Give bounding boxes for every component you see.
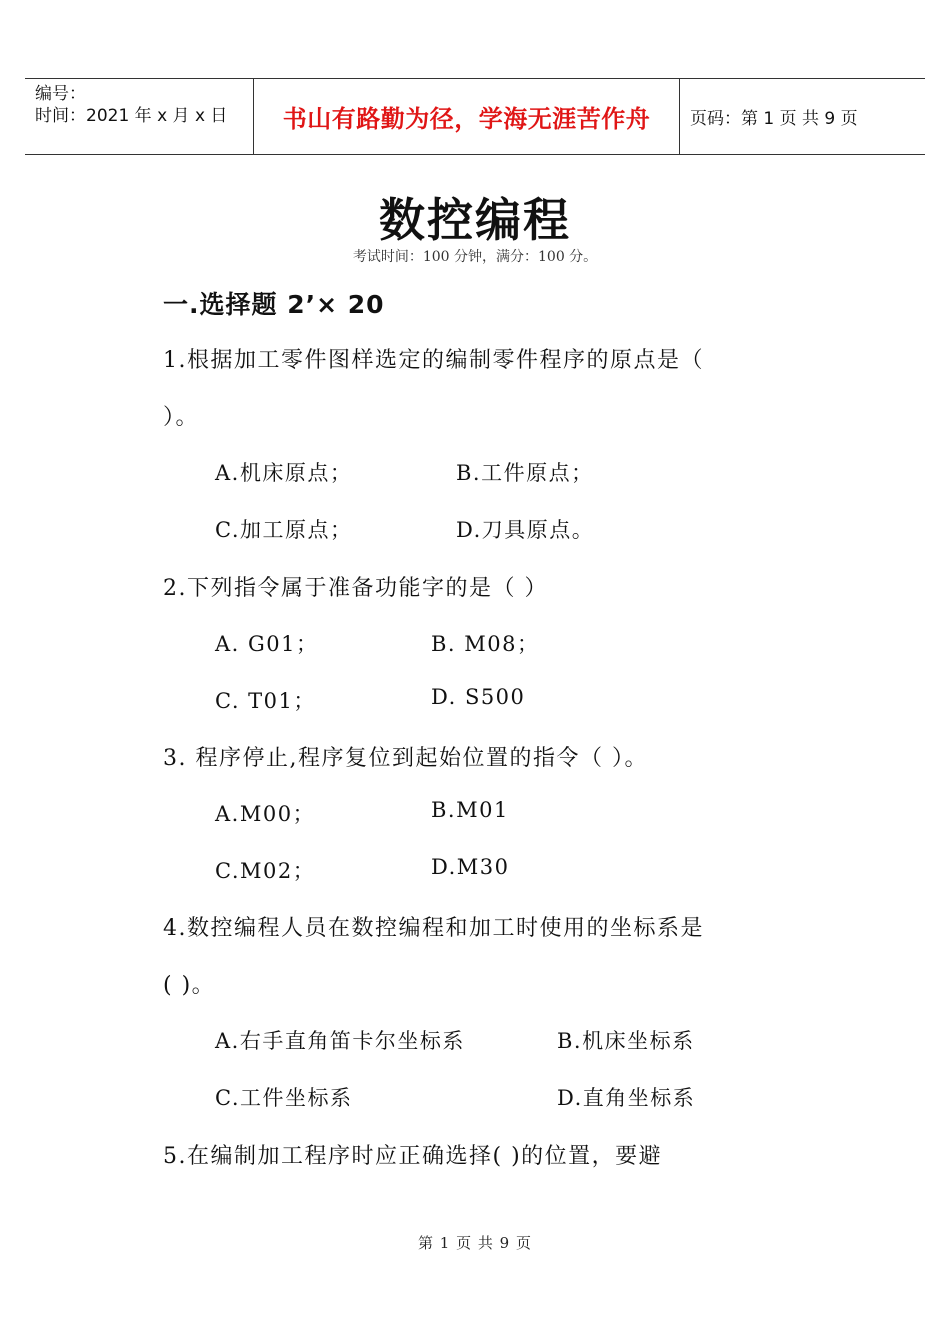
header-page-info: 页码：第 1 页 共 9 页 xyxy=(690,109,858,129)
question-2-option-c: C. T01； xyxy=(215,689,316,713)
document-title: 数控编程 xyxy=(379,193,571,247)
question-4-option-c: C.工件坐标系 xyxy=(215,1086,353,1110)
question-2-option-b: B. M08； xyxy=(431,632,540,656)
question-2-option-a: A. G01； xyxy=(215,632,319,656)
page-footer: 第 1 页 共 9 页 xyxy=(418,1234,532,1252)
question-3-option-a: A.M00； xyxy=(215,802,316,826)
document-number-label: 编号： xyxy=(35,84,86,104)
header-meta xyxy=(25,79,254,154)
header-motto: 书山有路勤为径，学海无涯苦作舟 xyxy=(254,79,680,154)
header-table xyxy=(25,78,925,155)
question-1-option-c: C.加工原点； xyxy=(215,518,353,542)
question-4-option-a: A.右手直角笛卡尔坐标系 xyxy=(215,1029,465,1053)
question-4-option-d: D.直角坐标系 xyxy=(557,1086,696,1110)
question-1-option-d: D.刀具原点。 xyxy=(456,518,595,542)
question-1-option-a: A.机床原点； xyxy=(215,461,353,485)
question-4-stem: 4.数控编程人员在数控编程和加工时使用的坐标系是 xyxy=(163,916,704,941)
question-3-option-d: D.M30 xyxy=(431,855,510,879)
question-3-stem: 3. 程序停止,程序复位到起始位置的指令（ ）。 xyxy=(163,746,648,771)
question-1-stem: 1.根据加工零件图样选定的编制零件程序的原点是（ xyxy=(163,348,704,373)
question-1-option-b: B.工件原点； xyxy=(456,461,594,485)
section-heading: 一.选择题 2’× 20 xyxy=(163,290,385,319)
document-time-label: 时间：2021 年 x 月 x 日 xyxy=(35,106,228,126)
question-3-option-b: B.M01 xyxy=(431,798,509,822)
question-1-stem-cont: ）。 xyxy=(163,405,200,430)
question-4-option-b: B.机床坐标系 xyxy=(557,1029,695,1053)
question-4-stem-cont: ( )。 xyxy=(163,973,216,998)
question-5-stem: 5.在编制加工程序时应正确选择( )的位置，要避 xyxy=(163,1144,663,1169)
question-2-stem: 2.下列指令属于准备功能字的是（ ） xyxy=(163,576,548,601)
question-3-option-c: C.M02； xyxy=(215,859,316,883)
question-2-option-d: D. S500 xyxy=(431,685,526,709)
exam-info: 考试时间：100 分钟，满分：100 分。 xyxy=(352,249,598,265)
